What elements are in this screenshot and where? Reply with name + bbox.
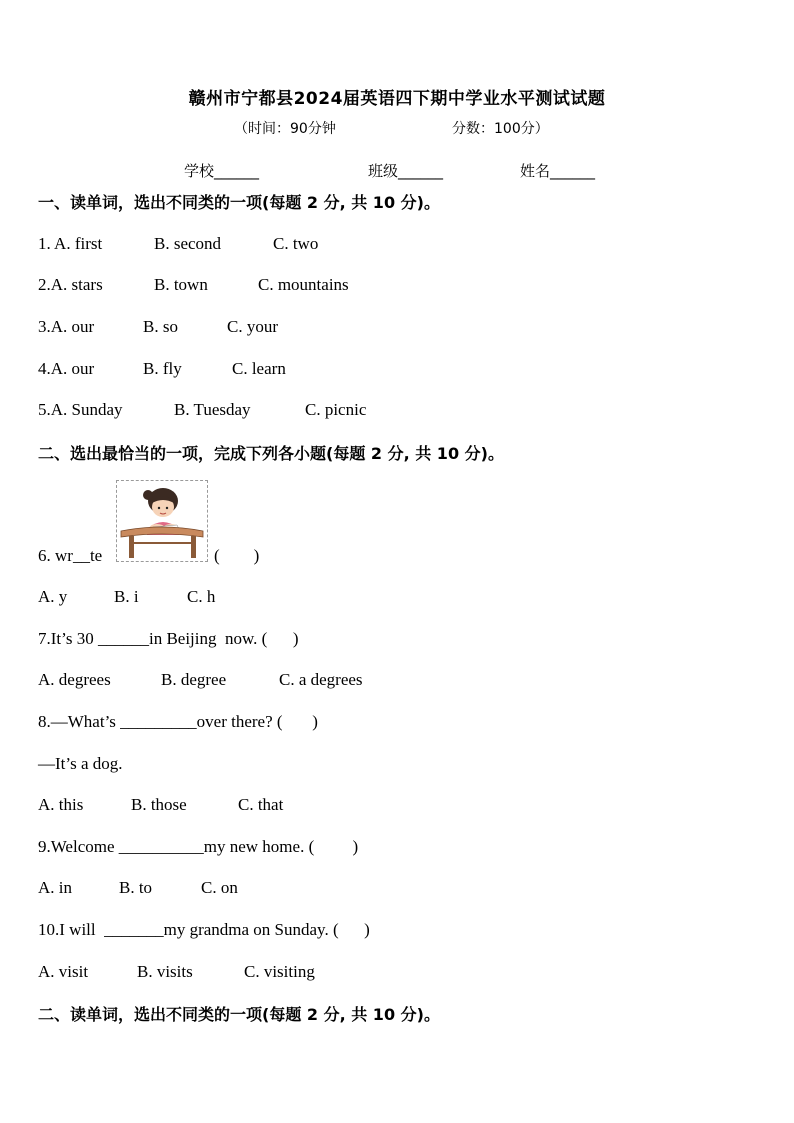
q10-option-c: C. visiting	[244, 962, 315, 981]
q10-option-a: A. visit	[38, 962, 89, 981]
q3-option-c: C. your	[227, 317, 278, 336]
school-field: 学校______	[184, 162, 260, 180]
q7-option-c: C. a degrees	[279, 670, 363, 689]
q7-option-b: B. degree	[161, 670, 227, 689]
exam-score: 分数：100分）	[452, 121, 549, 137]
q8-stem: 8.—What’s _________over there? ( )	[38, 712, 318, 731]
q8-answer-line: —It’s a dog.	[38, 754, 123, 773]
q9-option-a: A. in	[38, 878, 72, 897]
q4-option-b: B. fly	[143, 359, 182, 378]
q4-option-a: 4.A. our	[38, 359, 95, 378]
q6-option-a: A. y	[38, 587, 68, 606]
q6-stem: 6. wr__te	[38, 546, 103, 565]
q10-option-b: B. visits	[137, 962, 193, 981]
q6-option-c: C. h	[187, 587, 216, 606]
name-field: 姓名______	[520, 162, 596, 180]
q6-answer-blank: ( )	[214, 546, 260, 565]
q8-option-b: B. those	[131, 795, 187, 814]
q10-stem: 10.I will _______my grandma on Sunday. ( )	[38, 920, 370, 939]
q7-stem: 7.It’s 30 ______in Beijing now. ( )	[38, 629, 299, 648]
q1-option-a: 1. A. first	[38, 234, 103, 253]
q3-option-a: 3.A. our	[38, 317, 95, 336]
q9-stem: 9.Welcome __________my new home. ( )	[38, 837, 359, 856]
q1-option-c: C. two	[273, 234, 319, 253]
q2-option-a: 2.A. stars	[38, 275, 103, 294]
q9-option-c: C. on	[201, 878, 238, 897]
q2-option-c: C. mountains	[258, 275, 349, 294]
girl-writing-illustration	[116, 480, 208, 562]
section-3-heading: 二、读单词，选出不同类的一项(每题 2 分, 共 10 分)。	[38, 1005, 440, 1024]
q4-option-c: C. learn	[232, 359, 286, 378]
q2-option-b: B. town	[154, 275, 208, 294]
exam-time: （时间：90分钟	[234, 121, 336, 137]
section-1-heading: 一、读单词，选出不同类的一项(每题 2 分, 共 10 分)。	[38, 193, 440, 212]
page-title: 赣州市宁都县2024届英语四下期中学业水平测试试题	[188, 89, 606, 109]
q1-option-b: B. second	[154, 234, 222, 253]
q7-option-a: A. degrees	[38, 670, 111, 689]
q6-option-b: B. i	[114, 587, 139, 606]
section-2-heading: 二、选出最恰当的一项，完成下列各小题(每题 2 分, 共 10 分)。	[38, 444, 504, 463]
q9-option-b: B. to	[119, 878, 153, 897]
class-field: 班级______	[368, 162, 444, 180]
q5-option-b: B. Tuesday	[174, 400, 251, 419]
q3-option-b: B. so	[143, 317, 178, 336]
q8-option-c: C. that	[238, 795, 284, 814]
q5-option-c: C. picnic	[305, 400, 367, 419]
q8-option-a: A. this	[38, 795, 84, 814]
q5-option-a: 5.A. Sunday	[38, 400, 123, 419]
